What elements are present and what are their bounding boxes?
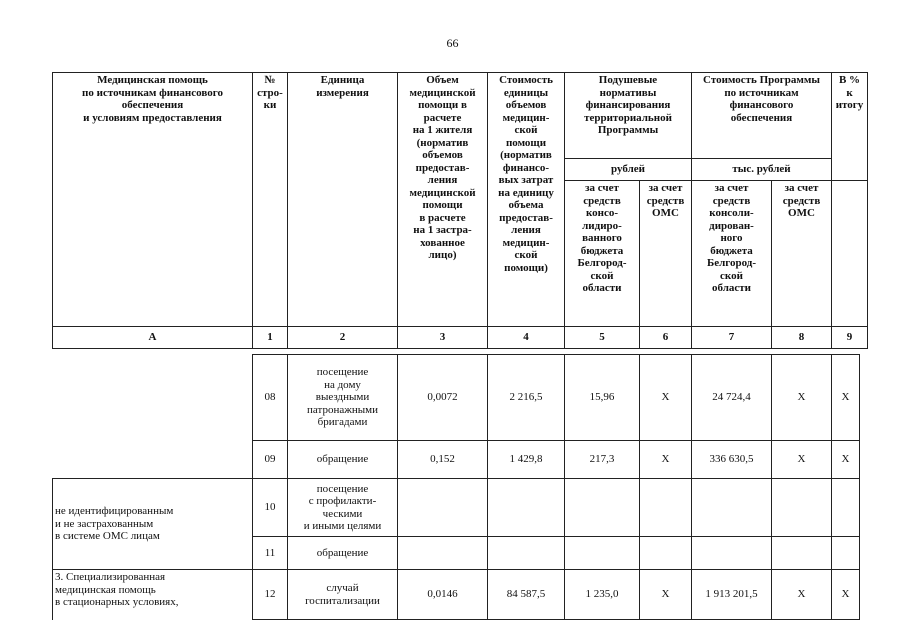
row-c4: [488, 479, 565, 537]
header-col-2: Единица измерения: [288, 73, 398, 327]
row-c8: X: [772, 570, 832, 620]
header-col-8: за счет средств ОМС: [772, 181, 832, 327]
row-number: 09: [253, 441, 288, 479]
row-c7: [692, 537, 772, 570]
row-c8: X: [772, 441, 832, 479]
row-label: [53, 355, 253, 441]
row-c6: X: [640, 441, 692, 479]
row-label: [53, 441, 253, 479]
header-unit-rubles: рублей: [565, 159, 692, 181]
row-unit: обращение: [288, 441, 398, 479]
row-c4: [488, 537, 565, 570]
header-col-9-blank: [832, 181, 868, 327]
index-cell: 3: [398, 327, 488, 349]
row-c5: 217,3: [565, 441, 640, 479]
row-c4: 84 587,5: [488, 570, 565, 620]
row-c7: [692, 479, 772, 537]
table-row: [53, 441, 860, 479]
row-number: 10: [253, 479, 288, 537]
header-group-5-6: Подушевые нормативы финансирования территориальной Программы: [565, 73, 692, 159]
row-c9: [832, 479, 860, 537]
row-c8: X: [772, 355, 832, 441]
row-c3: 0,152: [398, 441, 488, 479]
row-c8: [772, 479, 832, 537]
index-cell: 6: [640, 327, 692, 349]
row-c7: 24 724,4: [692, 355, 772, 441]
row-c4: 2 216,5: [488, 355, 565, 441]
row-unit: случай госпитализации: [288, 570, 398, 620]
row-c4: 1 429,8: [488, 441, 565, 479]
row-c5: [565, 479, 640, 537]
row-number: 11: [253, 537, 288, 570]
data-table: [52, 354, 860, 620]
index-cell: 7: [692, 327, 772, 349]
row-c5: 1 235,0: [565, 570, 640, 620]
index-row: [53, 327, 868, 349]
row-c3: [398, 479, 488, 537]
row-c9: [832, 537, 860, 570]
row-c5: [565, 537, 640, 570]
header-col-1: № стро- ки: [253, 73, 288, 327]
table-row: [53, 355, 860, 441]
row-c7: 1 913 201,5: [692, 570, 772, 620]
row-c3: 0,0146: [398, 570, 488, 620]
header-col-4: Стоимость единицы объемов медицин- ской помощи (норматив финансо- вых затрат на единицу объема предостав- ления медицин- ской помощи): [488, 73, 565, 327]
row-unit: обращение: [288, 537, 398, 570]
row-label: не идентифицированным и не застрахованным в системе ОМС лицам: [53, 479, 253, 570]
index-cell: 8: [772, 327, 832, 349]
header-col-a: Медицинская помощь по источникам финансового обеспечения и условиям предоставления: [53, 73, 253, 327]
page-number: 66: [446, 36, 459, 50]
header-col-6: за счет средств ОМС: [640, 181, 692, 327]
row-c3: 0,0072: [398, 355, 488, 441]
row-unit: посещение на дому выездными патронажными бригадами: [288, 355, 398, 441]
row-c7: 336 630,5: [692, 441, 772, 479]
header-col-3: Объем медицинской помощи в расчете на 1 жителя (норматив объемов предостав- ления медицинской помощи в расчете на 1 застра- хованное лицо): [398, 73, 488, 327]
row-label: 3. Специализированная медицинская помощь в стационарных условиях,: [53, 570, 253, 620]
header-group-7-8: Стоимость Программы по источникам финансового обеспечения: [692, 73, 832, 159]
row-number: 12: [253, 570, 288, 620]
index-cell: 2: [288, 327, 398, 349]
header-table: [52, 72, 868, 349]
row-c6: [640, 479, 692, 537]
row-c8: [772, 537, 832, 570]
row-c5: 15,96: [565, 355, 640, 441]
header-col-7: за счет средств консоли- дирован- ного бюджета Белгород- ской области: [692, 181, 772, 327]
header-unit-thousand-rubles: тыс. рублей: [692, 159, 832, 181]
index-cell: А: [53, 327, 253, 349]
index-cell: 9: [832, 327, 868, 349]
header-col-5: за счет средств консо- лидиро- ванного бюджета Белгород- ской области: [565, 181, 640, 327]
row-c6: X: [640, 355, 692, 441]
row-c9: X: [832, 441, 860, 479]
index-cell: 5: [565, 327, 640, 349]
row-c6: X: [640, 570, 692, 620]
index-cell: 1: [253, 327, 288, 349]
row-c3: [398, 537, 488, 570]
table-row: [53, 479, 860, 537]
row-number: 08: [253, 355, 288, 441]
row-unit: посещение с профилакти- ческими и иными целями: [288, 479, 398, 537]
row-c6: [640, 537, 692, 570]
index-cell: 4: [488, 327, 565, 349]
row-c9: X: [832, 355, 860, 441]
header-col-9: В % к итогу: [832, 73, 868, 181]
row-c9: X: [832, 570, 860, 620]
table-row: [53, 570, 860, 620]
